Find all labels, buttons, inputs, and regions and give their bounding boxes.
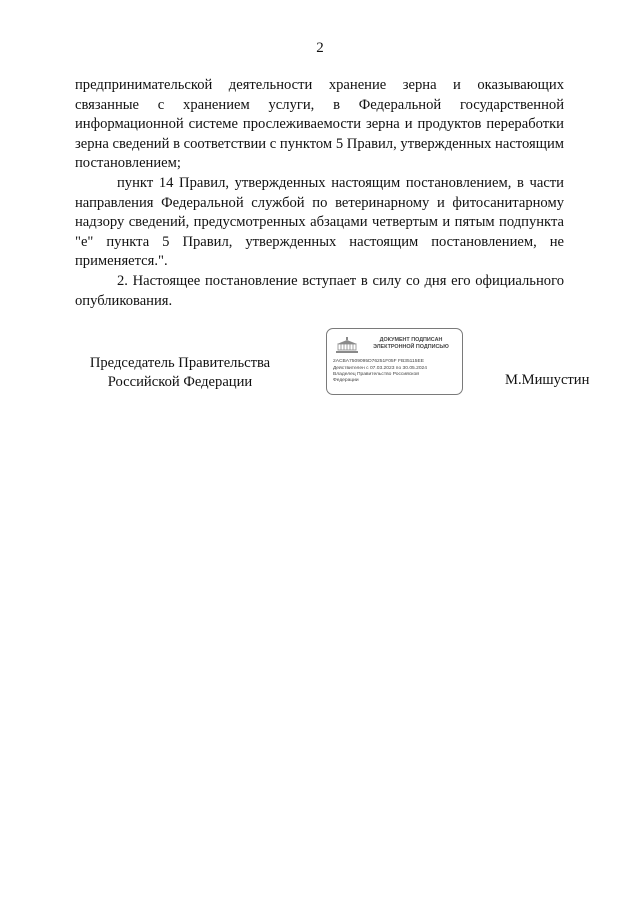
- stamp-title: ДОКУМЕНТ ПОДПИСАН ЭЛЕКТРОННОЙ ПОДПИСЬЮ: [373, 337, 449, 350]
- stamp-owner-line1: Владелец Правительство Российской: [333, 372, 419, 377]
- stamp-validity: Действителен с 07.03.2023 по 30.05.2024: [333, 366, 427, 371]
- signer-position: [76, 354, 284, 392]
- stamp-certificate: 2ACBA7509095D76251F05F FB35115EE: [333, 359, 424, 364]
- page-number: 2: [316, 40, 324, 56]
- building-emblem-icon: [335, 336, 359, 354]
- stamp-owner-line2: Федерации: [333, 378, 359, 383]
- signer-position-line2: Российской Федерации: [107, 374, 253, 390]
- paragraph-effective-date: 2. Настоящее постановление вступает в силу со дня его официального опубликования.: [75, 272, 564, 309]
- paragraph-continuation: предпринимательской деятельности хранение зерна и оказывающих связанные с хранением услуги, в Федеральной государственной информационной системе прослеживаемости зерна и продуктов переработки зерна сведений в соответствии с пунктом 5 Правил, утвержденных настоящим постановлением;: [75, 77, 564, 172]
- electronic-signature-stamp: [326, 328, 463, 395]
- document-body: [75, 76, 564, 311]
- signer-position-line1: Председатель Правительства: [89, 355, 271, 371]
- signer-name: М.Мишустин: [505, 372, 590, 388]
- paragraph-point-14: пункт 14 Правил, утвержденных настоящим постановлением, в части направления Федеральной службой по ветеринарному и фитосанитарному надзору сведений, предусмотренных абзацами четвертым и пятым подпункта "е" пункта 5 Правил, утвержденных настоящим постановлением, не применяется.".: [75, 174, 564, 270]
